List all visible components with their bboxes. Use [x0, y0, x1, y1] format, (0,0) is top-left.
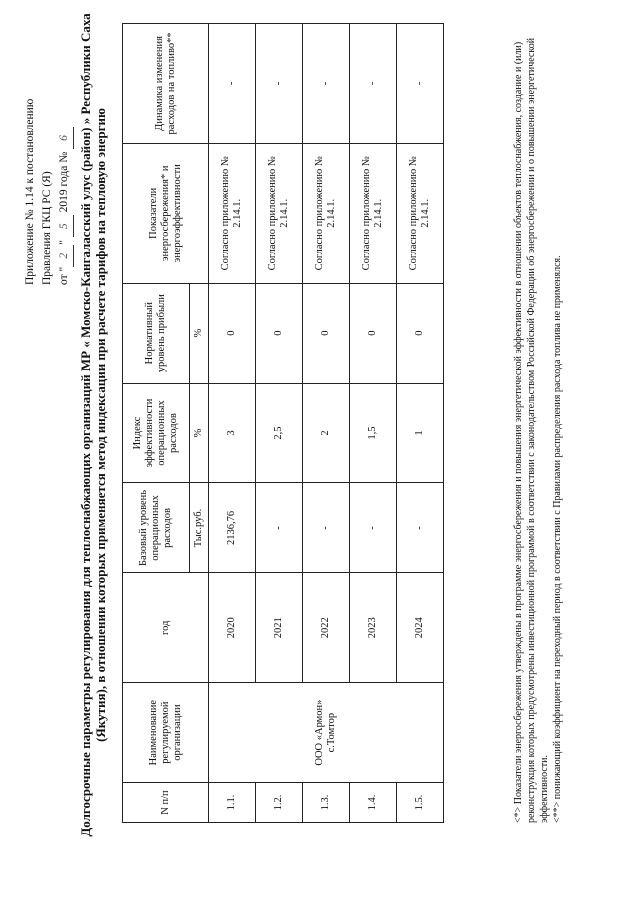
row-profit: 0: [397, 283, 444, 383]
approval-date-month: 5: [56, 215, 74, 237]
row-profit: 0: [350, 283, 397, 383]
row-profit: 0: [209, 283, 256, 383]
row-num: 1.5.: [397, 783, 444, 823]
row-dynamics: -: [397, 24, 444, 144]
row-energy: Согласно приложению № 2.14.1.: [303, 143, 350, 283]
row-base: -: [256, 483, 303, 573]
header-energy: Показатели энергосбережения* и энергоэффективности: [123, 143, 209, 283]
header-profit: Нормативный уровень прибыли: [123, 283, 190, 383]
row-energy: Согласно приложению № 2.14.1.: [256, 143, 303, 283]
header-base: Базовый уровень операционных расходов: [123, 483, 190, 573]
footnote-fuel-coefficient: <**> понижающий коэффициент на переходный период в соответствии с Правилами распределения расхода топлива не применялся.: [552, 255, 563, 823]
row-year: 2022: [303, 573, 350, 683]
row-energy: Согласно приложению № 2.14.1.: [397, 143, 444, 283]
header-dynamics: Динамика изменения расходов на топливо**: [123, 24, 209, 144]
footnote-energy-saving: <*> Показатели энергосбережения утверждены в программе энергосбережения и повышения энергетической эффективности в отношении объектов теплоснабжения, создание и (или) реконструкция которых предусмотрены инвестиционной программой в соответствии с законодательством Российской Федерации об энергосбережении и о повышении энергетической эффективности.: [513, 37, 550, 823]
approval-block: [22, 15, 74, 285]
unit-base: Тыс.руб.: [190, 483, 209, 573]
table-header-row: [123, 24, 190, 823]
approval-date-day: 2: [56, 245, 74, 267]
row-profit: 0: [256, 283, 303, 383]
footnotes: [512, 23, 564, 823]
header-org: Наименование регулируемой организации: [123, 683, 209, 783]
organization-name: ООО «Армон» с.Томтор: [209, 683, 444, 783]
row-num: 1.2.: [256, 783, 303, 823]
row-index: 2,5: [256, 383, 303, 483]
row-index: 1,5: [350, 383, 397, 483]
row-year: 2020: [209, 573, 256, 683]
approval-number: 6: [56, 127, 74, 149]
row-base: -: [397, 483, 444, 573]
row-num: 1.1.: [209, 783, 256, 823]
row-index: 3: [209, 383, 256, 483]
row-base: -: [303, 483, 350, 573]
row-profit: 0: [303, 283, 350, 383]
row-base: -: [350, 483, 397, 573]
document-title: Долгосрочные параметры регулирования для теплоснабжающих организаций МР « Момско-Кангаласский улус (район) » Республики Саха (Якутия), в отношении которых применяется метод индексации при расчете тарифов на тепловую энергию: [78, 13, 108, 837]
row-dynamics: -: [209, 24, 256, 144]
approval-date-line: [56, 15, 74, 285]
row-energy: Согласно приложению № 2.14.1.: [350, 143, 397, 283]
row-index: 1: [397, 383, 444, 483]
row-year: 2021: [256, 573, 303, 683]
row-energy: Согласно приложению № 2.14.1.: [209, 143, 256, 283]
approval-date-prefix: от ": [58, 266, 70, 285]
header-year: год: [123, 573, 209, 683]
table-row: [209, 24, 256, 823]
row-dynamics: -: [303, 24, 350, 144]
row-dynamics: -: [350, 24, 397, 144]
row-num: 1.4.: [350, 783, 397, 823]
row-year: 2024: [397, 573, 444, 683]
approval-date-mid: ": [58, 240, 70, 245]
row-dynamics: -: [256, 24, 303, 144]
unit-profit: %: [190, 283, 209, 383]
row-index: 2: [303, 383, 350, 483]
parameters-table: [122, 23, 444, 823]
approval-line-1: Приложение № 1.14 к постановлению: [24, 98, 36, 285]
header-num: N п/п: [123, 783, 209, 823]
approval-date-suffix: 2019 года №: [58, 151, 70, 213]
row-base: 2136,76: [209, 483, 256, 573]
unit-index: %: [190, 383, 209, 483]
row-year: 2023: [350, 573, 397, 683]
row-num: 1.3.: [303, 783, 350, 823]
header-index: Индекс эффективности операционных расходов: [123, 383, 190, 483]
approval-line-2: Правления ГКЦ РС (Я): [41, 171, 53, 285]
